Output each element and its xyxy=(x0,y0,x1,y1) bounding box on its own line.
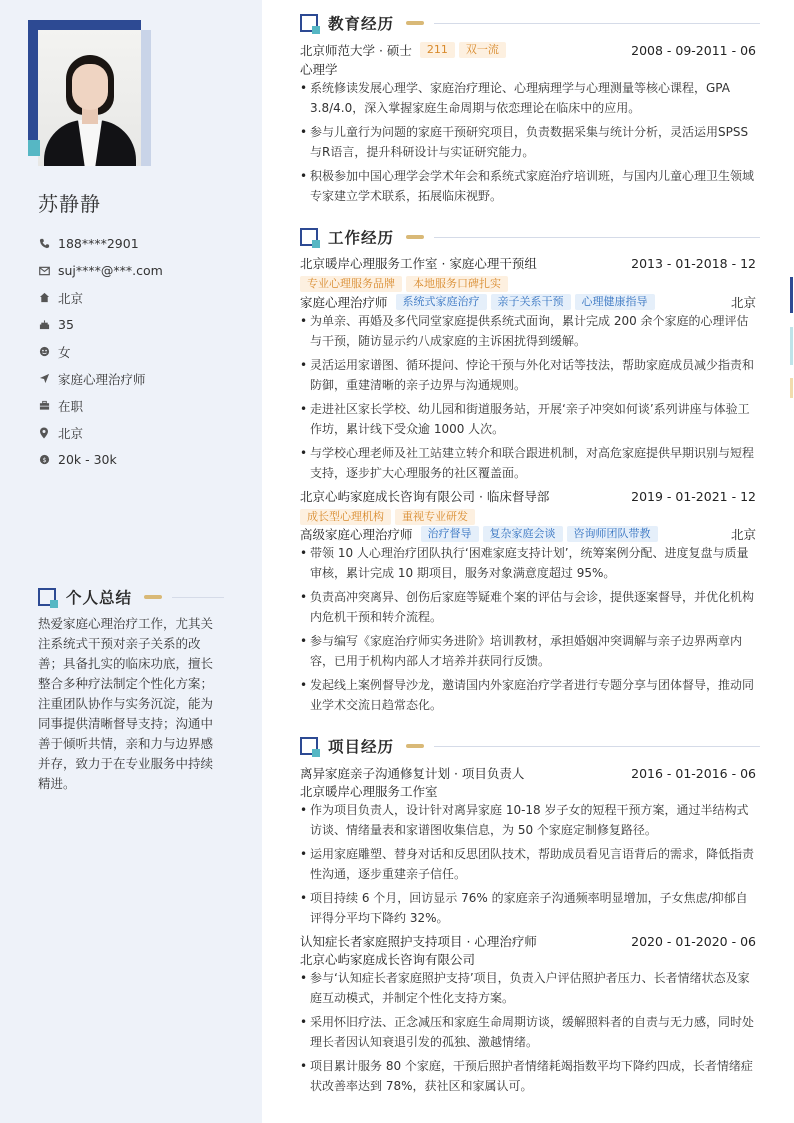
info-value: 女 xyxy=(58,344,71,360)
cake-icon xyxy=(38,319,50,331)
list-item: • 带领 10 人心理治疗团队执行‘困难家庭支持计划’，统筹案例分配、进度复盘与质量审核，累计完成 10 期项目，服务对象满意度超过 95%。 xyxy=(300,543,756,583)
list-item: • 灵活运用家谱图、循环提问、悖论干预与外化对话等技法，帮助家庭成员减少指责和防御，重建清晰的亲子边界与沟通规则。 xyxy=(300,355,756,395)
edge-accent-teal xyxy=(790,327,793,365)
gender-icon xyxy=(38,346,50,358)
info-position xyxy=(38,365,163,392)
skill-tag: 咨询师团队带教 xyxy=(567,526,658,542)
list-item: • 参与编写《家庭治疗师实务进阶》培训教材，承担婚姻冲突调解与亲子边界两章内容，已用于机构内部人才培养并获同行反馈。 xyxy=(300,631,756,671)
work-section-header xyxy=(300,226,760,248)
summary-section-header xyxy=(38,586,224,608)
send-icon xyxy=(38,373,50,385)
list-item: • 发起线上案例督导沙龙，邀请国内外家庭治疗学者进行专题分享与团体督导，推动同业学术交流日趋常态化。 xyxy=(300,675,756,715)
job-role-row xyxy=(300,525,756,543)
project-bullets xyxy=(300,800,756,932)
job-company: 北京暖岸心理服务工作室 · 家庭心理干预组 xyxy=(300,256,537,271)
list-item: • 走进社区家长学校、幼儿园和街道服务站，开展‘亲子冲突如何谈’系列讲座与体验工作坊，累计线下受众逾 1000 人次。 xyxy=(300,399,756,439)
job-role: 家庭心理治疗师 xyxy=(300,295,388,310)
skill-tag: 系统式家庭治疗 xyxy=(396,294,487,310)
project-name: 认知症长者家庭照护支持项目 · 心理治疗师 xyxy=(300,934,537,949)
job-city: 北京 xyxy=(730,527,756,542)
info-value: 35 xyxy=(58,317,74,332)
briefcase-icon xyxy=(38,400,50,412)
list-item: • 与学校心理老师及社工站建立转介和联合跟进机制，对高危家庭提供早期识别与短程支持，逐步扩大心理服务的社区覆盖面。 xyxy=(300,443,756,483)
info-status xyxy=(38,392,163,419)
education-major: 心理学 xyxy=(300,62,338,77)
info-gender xyxy=(38,338,163,365)
company-tag: 成长型心理机构 xyxy=(300,509,391,525)
job-bullets xyxy=(300,311,756,487)
summary-text: 热爱家庭心理治疗工作，尤其关注系统式干预对亲子关系的改善；具备扎实的临床功底，擅长整合多种疗法制定个性化方案；注重团队协作与实务沉淀，能为同事提供清晰督导支持；沟通中善于倾听共情，亲和力与边界感并存，致力于在专业服务中持续精进。 xyxy=(38,616,214,791)
sidebar xyxy=(0,0,262,1123)
list-item: • 项目持续 6 个月，回访显示 76% 的家庭亲子沟通频率明显增加，子女焦虑/抑郁自评得分平均下降约 32%。 xyxy=(300,888,756,928)
svg-text:$: $ xyxy=(41,455,47,464)
mail-icon xyxy=(38,265,50,277)
info-phone xyxy=(38,230,163,257)
education-section-header xyxy=(300,12,760,34)
company-tag: 本地服务口碑扎实 xyxy=(406,276,508,292)
location-pin-icon xyxy=(38,427,50,439)
section-marker-icon xyxy=(38,588,56,606)
projects-section-header xyxy=(300,735,760,757)
info-salary xyxy=(38,446,163,473)
section-marker-icon xyxy=(300,737,318,755)
list-item: • 参与儿童行为问题的家庭干预研究项目，负责数据采集与统计分析，灵活运用SPSS与R语言，提升科研设计与实证研究能力。 xyxy=(300,122,756,162)
project-header-row xyxy=(300,932,756,950)
education-bullets xyxy=(300,78,756,210)
info-value: suj****@***.com xyxy=(58,263,163,278)
school-name: 北京师范大学 · 硕士 xyxy=(300,43,412,58)
job-company-tags xyxy=(300,276,508,292)
job-date: 2013 - 01-2018 - 12 xyxy=(631,255,756,271)
info-value: 家庭心理治疗师 xyxy=(58,371,146,387)
section-title: 项目经历 xyxy=(328,738,395,756)
list-item: • 负责高冲突离异、创伤后家庭等疑难个案的评估与会诊，提供逐案督导，并优化机构内危机干预和转介流程。 xyxy=(300,587,756,627)
list-item: • 运用家庭雕塑、替身对话和反思团队技术，帮助成员看见言语背后的需求，降低指责性沟通，逐步重建亲子信任。 xyxy=(300,844,756,884)
job-bullets xyxy=(300,543,756,719)
profile-name: 苏静静 xyxy=(38,192,101,216)
info-age xyxy=(38,311,163,338)
skill-tag: 心理健康指导 xyxy=(575,294,655,310)
home-icon xyxy=(38,292,50,304)
job-company: 北京心屿家庭成长咨询有限公司 · 临床督导部 xyxy=(300,489,550,504)
profile-photo xyxy=(38,30,141,166)
education-date: 2008 - 09-2011 - 06 xyxy=(631,42,756,58)
job-role-row xyxy=(300,293,756,311)
salary-icon xyxy=(38,454,50,466)
phone-icon xyxy=(38,238,50,250)
list-item: • 为单亲、再婚及多代同堂家庭提供系统式面询，累计完成 200 余个家庭的心理评估与干预，随访显示约八成家庭的主诉困扰得到缓解。 xyxy=(300,311,756,351)
list-item: • 采用怀旧疗法、正念减压和家庭生命周期访谈，缓解照料者的自责与无力感，同时处理长者因认知衰退引发的孤独、激越情绪。 xyxy=(300,1012,756,1052)
job-header-row xyxy=(300,487,756,505)
project-org: 北京心屿家庭成长咨询有限公司 xyxy=(300,952,476,967)
profile-photo-frame xyxy=(28,20,152,168)
education-header-row xyxy=(300,41,756,59)
project-header-row xyxy=(300,764,756,782)
project-org: 北京暖岸心理服务工作室 xyxy=(300,784,438,799)
edge-accent-blue xyxy=(790,277,793,313)
list-item: • 参与‘认知症长者家庭照护支持’项目，负责入户评估照护者压力、长者情绪状态及家庭互动模式，并制定个性化支持方案。 xyxy=(300,968,756,1008)
list-item: • 系统修读发展心理学、家庭治疗理论、心理病理学与心理测量等核心课程，GPA 3.8/4.0，深入掌握家庭生命周期与依恋理论在临床中的应用。 xyxy=(300,78,756,118)
project-date: 2020 - 01-2020 - 06 xyxy=(631,933,756,949)
job-date: 2019 - 01-2021 - 12 xyxy=(631,488,756,504)
company-tag: 专业心理服务品牌 xyxy=(300,276,402,292)
info-value: 北京 xyxy=(58,425,84,441)
job-role: 高级家庭心理治疗师 xyxy=(300,527,413,542)
skill-tag: 复杂家庭会谈 xyxy=(483,526,563,542)
section-title: 个人总结 xyxy=(66,589,133,607)
info-value: 北京 xyxy=(58,290,84,306)
info-city xyxy=(38,419,163,446)
section-marker-icon xyxy=(300,228,318,246)
job-company-tags xyxy=(300,509,475,525)
edge-accent-gold xyxy=(790,378,793,398)
info-value: 188****2901 xyxy=(58,236,139,251)
school-tag: 双一流 xyxy=(459,42,506,58)
job-city: 北京 xyxy=(730,295,756,310)
list-item: • 积极参加中国心理学会学术年会和系统式家庭治疗培训班，与国内儿童心理卫生领域专家建立学术联系，拓展临床视野。 xyxy=(300,166,756,206)
project-date: 2016 - 01-2016 - 06 xyxy=(631,765,756,781)
section-title: 工作经历 xyxy=(328,229,395,247)
section-title: 教育经历 xyxy=(328,15,395,33)
list-item: • 作为项目负责人，设计针对离异家庭 10-18 岁子女的短程干预方案，通过半结构式访谈、情绪量表和家谱图收集信息，为 50 个家庭定制修复路径。 xyxy=(300,800,756,840)
skill-tag: 亲子关系干预 xyxy=(491,294,571,310)
info-value: 20k - 30k xyxy=(58,452,117,467)
project-name: 离异家庭亲子沟通修复计划 · 项目负责人 xyxy=(300,766,525,781)
info-value: 在职 xyxy=(58,398,84,414)
info-home xyxy=(38,284,163,311)
section-marker-icon xyxy=(300,14,318,32)
company-tag: 重视专业研发 xyxy=(395,509,475,525)
project-bullets xyxy=(300,968,756,1100)
school-tag: 211 xyxy=(420,42,455,58)
job-header-row xyxy=(300,254,756,272)
contact-info-list xyxy=(38,230,163,473)
skill-tag: 治疗督导 xyxy=(421,526,479,542)
list-item: • 项目累计服务 80 个家庭，干预后照护者情绪耗竭指数平均下降约四成，长者情绪症状改善率达到 78%，获社区和家属认可。 xyxy=(300,1056,756,1096)
info-email xyxy=(38,257,163,284)
